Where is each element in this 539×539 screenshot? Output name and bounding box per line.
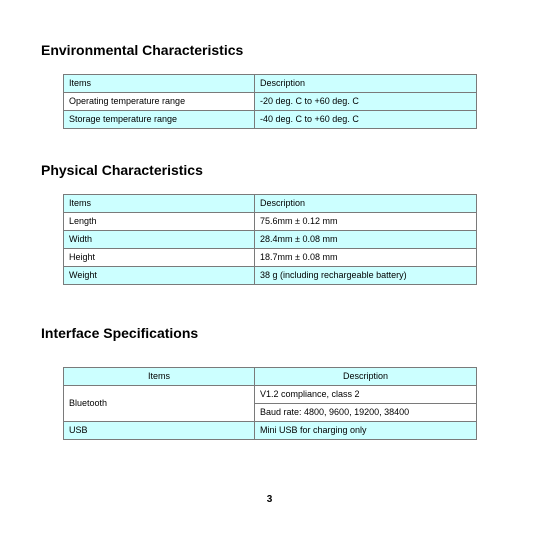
header-items: Items: [64, 195, 255, 213]
row-item: Length: [64, 213, 255, 231]
row-description: 28.4mm ± 0.08 mm: [255, 231, 477, 249]
row-description: 75.6mm ± 0.12 mm: [255, 213, 477, 231]
row-item: Operating temperature range: [64, 93, 255, 111]
table-row: [64, 422, 477, 440]
row-description: Baud rate: 4800, 9600, 19200, 38400: [255, 404, 477, 422]
table-header-row: [64, 195, 477, 213]
row-description: 38 g (including rechargeable battery): [255, 267, 477, 285]
header-items: Items: [64, 368, 255, 386]
row-description: V1.2 compliance, class 2: [255, 386, 477, 404]
table-row: [64, 93, 477, 111]
header-description: Description: [255, 368, 477, 386]
row-item: Width: [64, 231, 255, 249]
physical-table: [63, 194, 477, 285]
table-row: [64, 249, 477, 267]
environmental-heading: Environmental Characteristics: [41, 42, 244, 58]
row-description: Mini USB for charging only: [255, 422, 477, 440]
table-row: [64, 213, 477, 231]
row-item: USB: [64, 422, 255, 440]
row-item: Storage temperature range: [64, 111, 255, 129]
header-items: Items: [64, 75, 255, 93]
interface-heading: Interface Specifications: [41, 325, 199, 341]
table-row: [64, 386, 477, 404]
row-description: -20 deg. C to +60 deg. C: [255, 93, 477, 111]
table-header-row: [64, 75, 477, 93]
table-header-row: [64, 368, 477, 386]
header-description: Description: [255, 195, 477, 213]
table-row: [64, 231, 477, 249]
table-row: [64, 111, 477, 129]
row-item: Bluetooth: [64, 386, 255, 422]
interface-table: [63, 367, 477, 440]
row-item: Weight: [64, 267, 255, 285]
table-row: [64, 267, 477, 285]
page-number: 3: [266, 494, 273, 505]
row-description: 18.7mm ± 0.08 mm: [255, 249, 477, 267]
physical-heading: Physical Characteristics: [41, 162, 203, 178]
environmental-table: [63, 74, 477, 129]
header-description: Description: [255, 75, 477, 93]
row-description: -40 deg. C to +60 deg. C: [255, 111, 477, 129]
row-item: Height: [64, 249, 255, 267]
